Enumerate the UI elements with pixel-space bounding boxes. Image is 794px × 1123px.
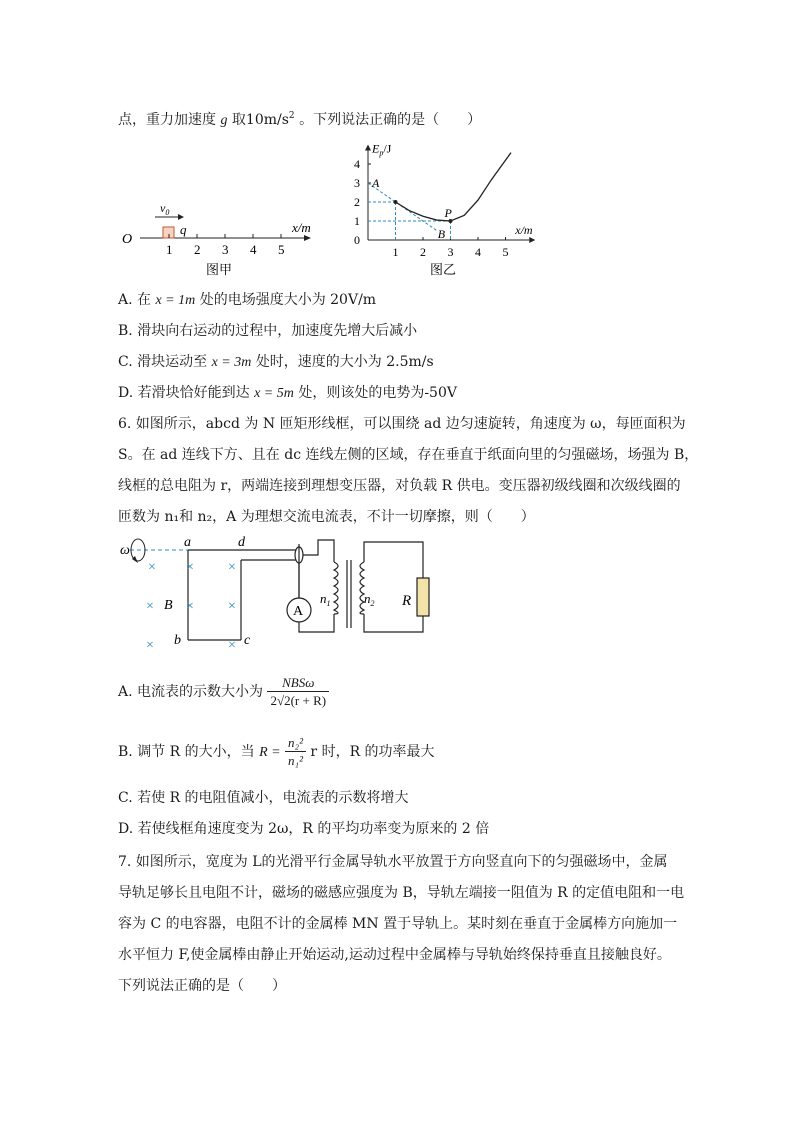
cross-4: × (146, 599, 154, 614)
q6-a-fraction (267, 675, 329, 709)
jia-tick-label-2: 2 (194, 242, 201, 257)
yi-y-tick-label-1: 1 (354, 214, 360, 228)
q7-line-3: 容为 C 的电容器，电阻不计的金属棒 MN 置于导轨上。某时刻在垂直于金属棒方向施加一 (118, 916, 678, 932)
n2-label: $n_2$ (364, 591, 375, 608)
ammeter-label: A (293, 604, 304, 619)
yi-x-tick-label-1: 1 (392, 245, 399, 259)
q7-line-4: 水平恒力 F,使金属棒由静止开始运动,运动过程中金属棒与导轨始终保持垂直且接触良好。 (118, 947, 671, 963)
jia-axis-label: x/m (292, 220, 311, 235)
q5-c-pre: C. 滑块运动至 (118, 354, 208, 370)
q5-option-a (118, 290, 376, 311)
label-a: a (184, 536, 191, 550)
wire-slip-to-transformer (303, 540, 334, 562)
field-crosses (146, 560, 236, 653)
q5-b-text: B. 滑块向右运动的过程中，加速度先增大后减小 (118, 323, 418, 339)
q5-option-b (118, 321, 417, 341)
label-c: c (244, 633, 251, 648)
cross-6: × (228, 599, 236, 614)
intro-g: g (220, 113, 228, 128)
yi-caption: 图乙 (430, 262, 457, 277)
jia-charge-label: q (180, 222, 187, 237)
jia-axis-arrow (304, 235, 311, 241)
jia-caption: 图甲 (206, 262, 233, 277)
q6-b-denominator: n₁² (288, 753, 303, 768)
q6-b-fraction (285, 735, 306, 769)
yi-y-tick-label-0: 0 (354, 233, 360, 247)
yi-label-P: P (444, 206, 452, 220)
label-d: d (238, 536, 245, 550)
q7-line-5: 下列说法正确的是（ ） (118, 978, 286, 994)
yi-label-B: B (437, 227, 446, 241)
q7-line-2: 导轨足够长且电阻不计，磁场的磁感应强度为 B，导轨左端接一阻值为 R 的定值电阻和一电 (118, 885, 685, 901)
yi-x-tick-label-4: 4 (475, 245, 481, 259)
yi-x-tick-label-2: 2 (420, 245, 426, 259)
yi-static (354, 142, 535, 260)
yi-x-tick-label-3: 3 (447, 245, 454, 259)
q5-d-math: x = 5m (254, 386, 294, 401)
q6-a-pre: A. 电流表的示数大小为 (118, 684, 264, 700)
q7-line-1: 7. 如图所示，宽度为 L的光滑平行金属导轨水平放置于方向竖直向下的匀强磁场中，金属 (118, 854, 668, 870)
cross-3: × (228, 560, 236, 575)
q6-a-numerator: NBSω (267, 675, 329, 692)
q6-line-2: S。在 ad 连线下方、且在 dc 连线左侧的区域，存在垂直于纸面向里的匀强磁场，场强为 B， (118, 447, 699, 463)
q6-option-c: C. 若使 R 的电阻值减小，电流表的示数将增大 (118, 790, 409, 806)
q5-c-post: 处时，速度的大小为 2.5m/s (255, 354, 434, 370)
q6-b-pre: B. 调节 R 的大小，当 (118, 744, 255, 760)
q6-b-numerator: n₂² (285, 735, 306, 752)
q5-a-pre: A. 在 (118, 292, 152, 308)
label-b: b (174, 633, 181, 648)
q6-line-4: 匝数为 n₁和 n₂，A 为理想交流电流表，不计一切摩擦，则（ ） (118, 509, 535, 525)
intro-text-2: 取10m/s (231, 112, 289, 128)
yi-x-axis-label: x/m (515, 223, 533, 237)
figure-jia (118, 196, 328, 278)
q6-b-r: R = (259, 745, 281, 760)
secondary-coil (360, 562, 364, 614)
n1-label: $n_1$ (320, 591, 331, 608)
primary-coil (334, 562, 338, 614)
q5-option-c (118, 352, 434, 373)
yi-y-tick-label-4: 4 (354, 157, 360, 171)
wire-secondary-bottom (364, 614, 423, 632)
jia-v0-arrowhead (178, 214, 184, 220)
jia-tick-label-4: 4 (250, 242, 257, 257)
q6-option-a (118, 672, 329, 712)
q5-c-math: x = 3m (211, 355, 252, 370)
figure-yi-chart (350, 140, 540, 280)
q5-d-pre: D. 若滑块恰好能到达 (118, 385, 250, 401)
yi-y-axis-label: $E_p/J$ (372, 141, 392, 158)
cross-5: × (186, 599, 194, 614)
yi-y-tick-label-2: 2 (354, 195, 360, 209)
q6-line-3: 线框的总电阻为 r，两端连接到理想变压器，对负载 R 供电。变压器初级线圈和次级线圈的 (118, 478, 681, 494)
yi-label-A: A (372, 176, 380, 190)
q6-circuit-figure (118, 536, 448, 654)
q5-d-post: 处，则该处的电势为-50V (298, 385, 457, 401)
cross-8: × (228, 638, 236, 653)
yi-y-arrow (365, 145, 371, 151)
jia-ticks (166, 234, 285, 257)
q5-a-post: 处的电场强度大小为 20V/m (199, 292, 377, 308)
intro-text-3: 。下列说法正确的是（ ） (299, 112, 482, 128)
q5-option-d (118, 383, 457, 404)
jia-origin: O (122, 232, 133, 247)
yi-x-tick-label-5: 5 (502, 245, 509, 259)
intro-line (118, 106, 481, 131)
R-label: R (402, 593, 412, 609)
q6-line-1: 6. 如图所示，abcd 为 N 匝矩形线框，可以围绕 ad 边匀速旋转，角速度为 ω，每匝面积为 (118, 416, 686, 432)
cross-1: × (148, 560, 156, 575)
q6-a-denominator: 2√2(r + R) (270, 693, 327, 708)
yi-point-x1 (394, 200, 398, 204)
cross-2: × (186, 560, 194, 575)
jia-tick-label-1: 1 (166, 242, 173, 257)
jia-tick-label-3: 3 (222, 242, 229, 257)
wire-secondary (364, 542, 423, 578)
intro-sup: 2 (288, 111, 295, 121)
label-B: B (164, 598, 173, 613)
q6-option-d: D. 若使线框角速度变为 2ω，R 的平均功率变为原来的 2 倍 (118, 821, 490, 837)
q5-a-math: x = 1m (155, 293, 196, 308)
yi-y-tick-label-3: 3 (354, 176, 360, 190)
yi-ep-curve (396, 153, 512, 221)
cross-7: × (146, 638, 154, 653)
q6-option-b (118, 730, 435, 774)
q6-b-post: r 时，R 的功率最大 (310, 744, 435, 760)
jia-tick-label-5: 5 (278, 242, 285, 257)
load-resistor (417, 578, 429, 616)
intro-text-1: 点，重力加速度 (118, 112, 216, 128)
omega-label: ω (120, 543, 130, 558)
jia-v0-label: $v_0$ (160, 201, 170, 217)
yi-x-arrow (529, 237, 535, 243)
